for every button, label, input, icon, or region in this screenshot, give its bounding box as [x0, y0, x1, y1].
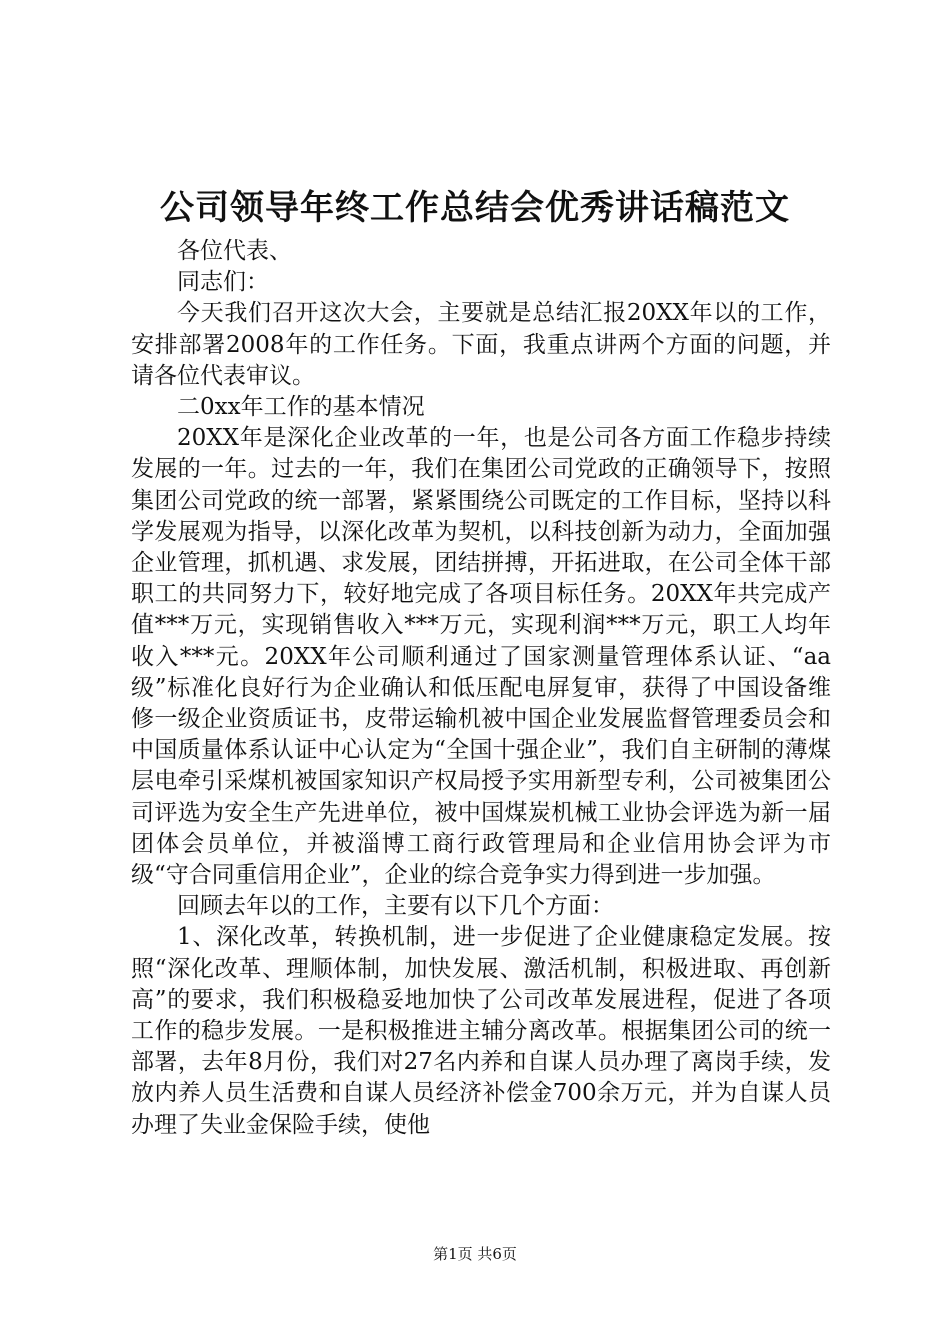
page-number-footer: 第1页 共6页 [433, 1245, 517, 1263]
salutation-line-1: 各位代表、 [177, 238, 292, 264]
paragraph-review: 回顾去年以的工作，主要有以下几个方面： [177, 893, 614, 920]
section-heading: 二0xx年工作的基本情况 [177, 394, 425, 421]
document-body [131, 236, 831, 1141]
document-title: 公司领导年终工作总结会优秀讲话稿范文 [160, 188, 790, 228]
paragraph-point-1: 1、深化改革，转换机制，进一步促进了企业健康稳定发展。按照“深化改革、理顺体制，加快发展、激活机制，积极进取、再创新高”的要求，我们积极稳妥地加快了公司改革发展进程，促进了各项工作的稳步发展。一是积极推进主辅分离改革。根据集团公司的统一部署，去年8月份，我们对27名内养和自谋人员办理了离岗手续，发放内养人员生活费和自谋人员经济补偿金700余万元，并为自谋人员办理了失业金保险手续，使他 [131, 924, 831, 1138]
salutation-line-2: 同志们： [177, 269, 269, 296]
paragraph-intro: 今天我们召开这次大会，主要就是总结汇报20XX年以的工作，安排部署2008年的工作任务。下面，我重点讲两个方面的问题，并请各位代表审议。 [131, 300, 831, 389]
paragraph-overview: 20XX年是深化企业改革的一年，也是公司各方面工作稳步持续发展的一年。过去的一年，我们在集团公司党政的正确领导下，按照集团公司党政的统一部署，紧紧围绕公司既定的工作目标，坚持以科学发展观为指导，以深化改革为契机，以科技创新为动力，全面加强企业管理，抓机遇、求发展，团结拼搏，开拓进取，在公司全体干部职工的共同努力下，较好地完成了各项目标任务。20XX年共完成产值***万元，实现销售收入***万元，实现利润***万元，职工人均年收入***元。20XX年公司顺利通过了国家测量管理体系认证、“aa级”标准化良好行为企业确认和低压配电屏复审，获得了中国设备维修一级企业资质证书，皮带运输机被中国企业发展监督管理委员会和中国质量体系认证中心认定为“全国十强企业”，我们自主研制的薄煤层电牵引采煤机被国家知识产权局授予实用新型专利，公司被集团公司评选为安全生产先进单位，被中国煤炭机械工业协会评选为新一届团体会员单位，并被淄博工商行政管理局和企业信用协会评为市级“守合同重信用企业”，企业的综合竞争实力得到进一步加强。 [131, 425, 831, 889]
